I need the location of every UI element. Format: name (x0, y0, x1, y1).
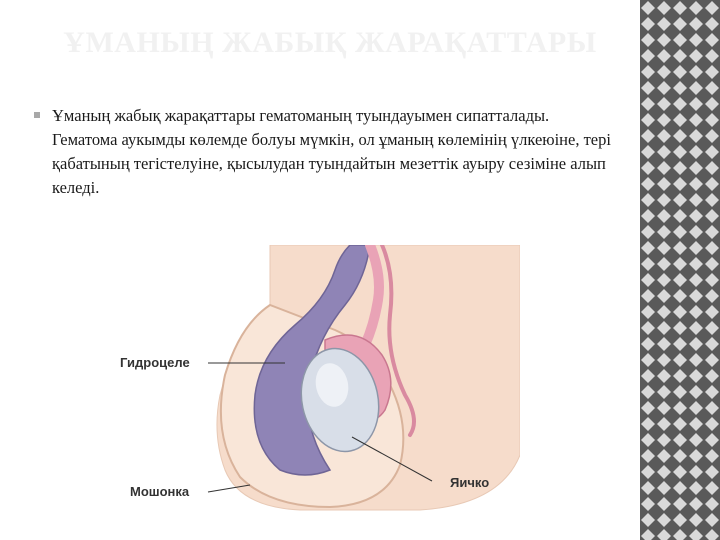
bullet-item (34, 104, 614, 200)
slide-title: ҰМАНЫҢ ЖАБЫҚ ЖАРАҚАТТАРЫ (63, 26, 597, 59)
diamond-pattern (640, 0, 720, 540)
label-hydrocele: Гидроцеле (120, 355, 190, 370)
bullet-marker (34, 112, 40, 118)
bullet-text: Ұманың жабық жарақаттары гематоманың туындауымен сипатталады. Гематома аукымды көлемде болуы мүмкін, ол ұманың көлемінің үлкеюіне, тері қабатының тегістелуіне, қысылудан туындайтын мезеттік ауыру сезіміне алып келеді. (52, 106, 611, 197)
label-testis: Яичко (450, 475, 490, 490)
label-scrotum: Мошонка (130, 484, 190, 499)
decorative-diamond-stripe (640, 0, 720, 540)
anatomy-diagram (120, 245, 520, 515)
